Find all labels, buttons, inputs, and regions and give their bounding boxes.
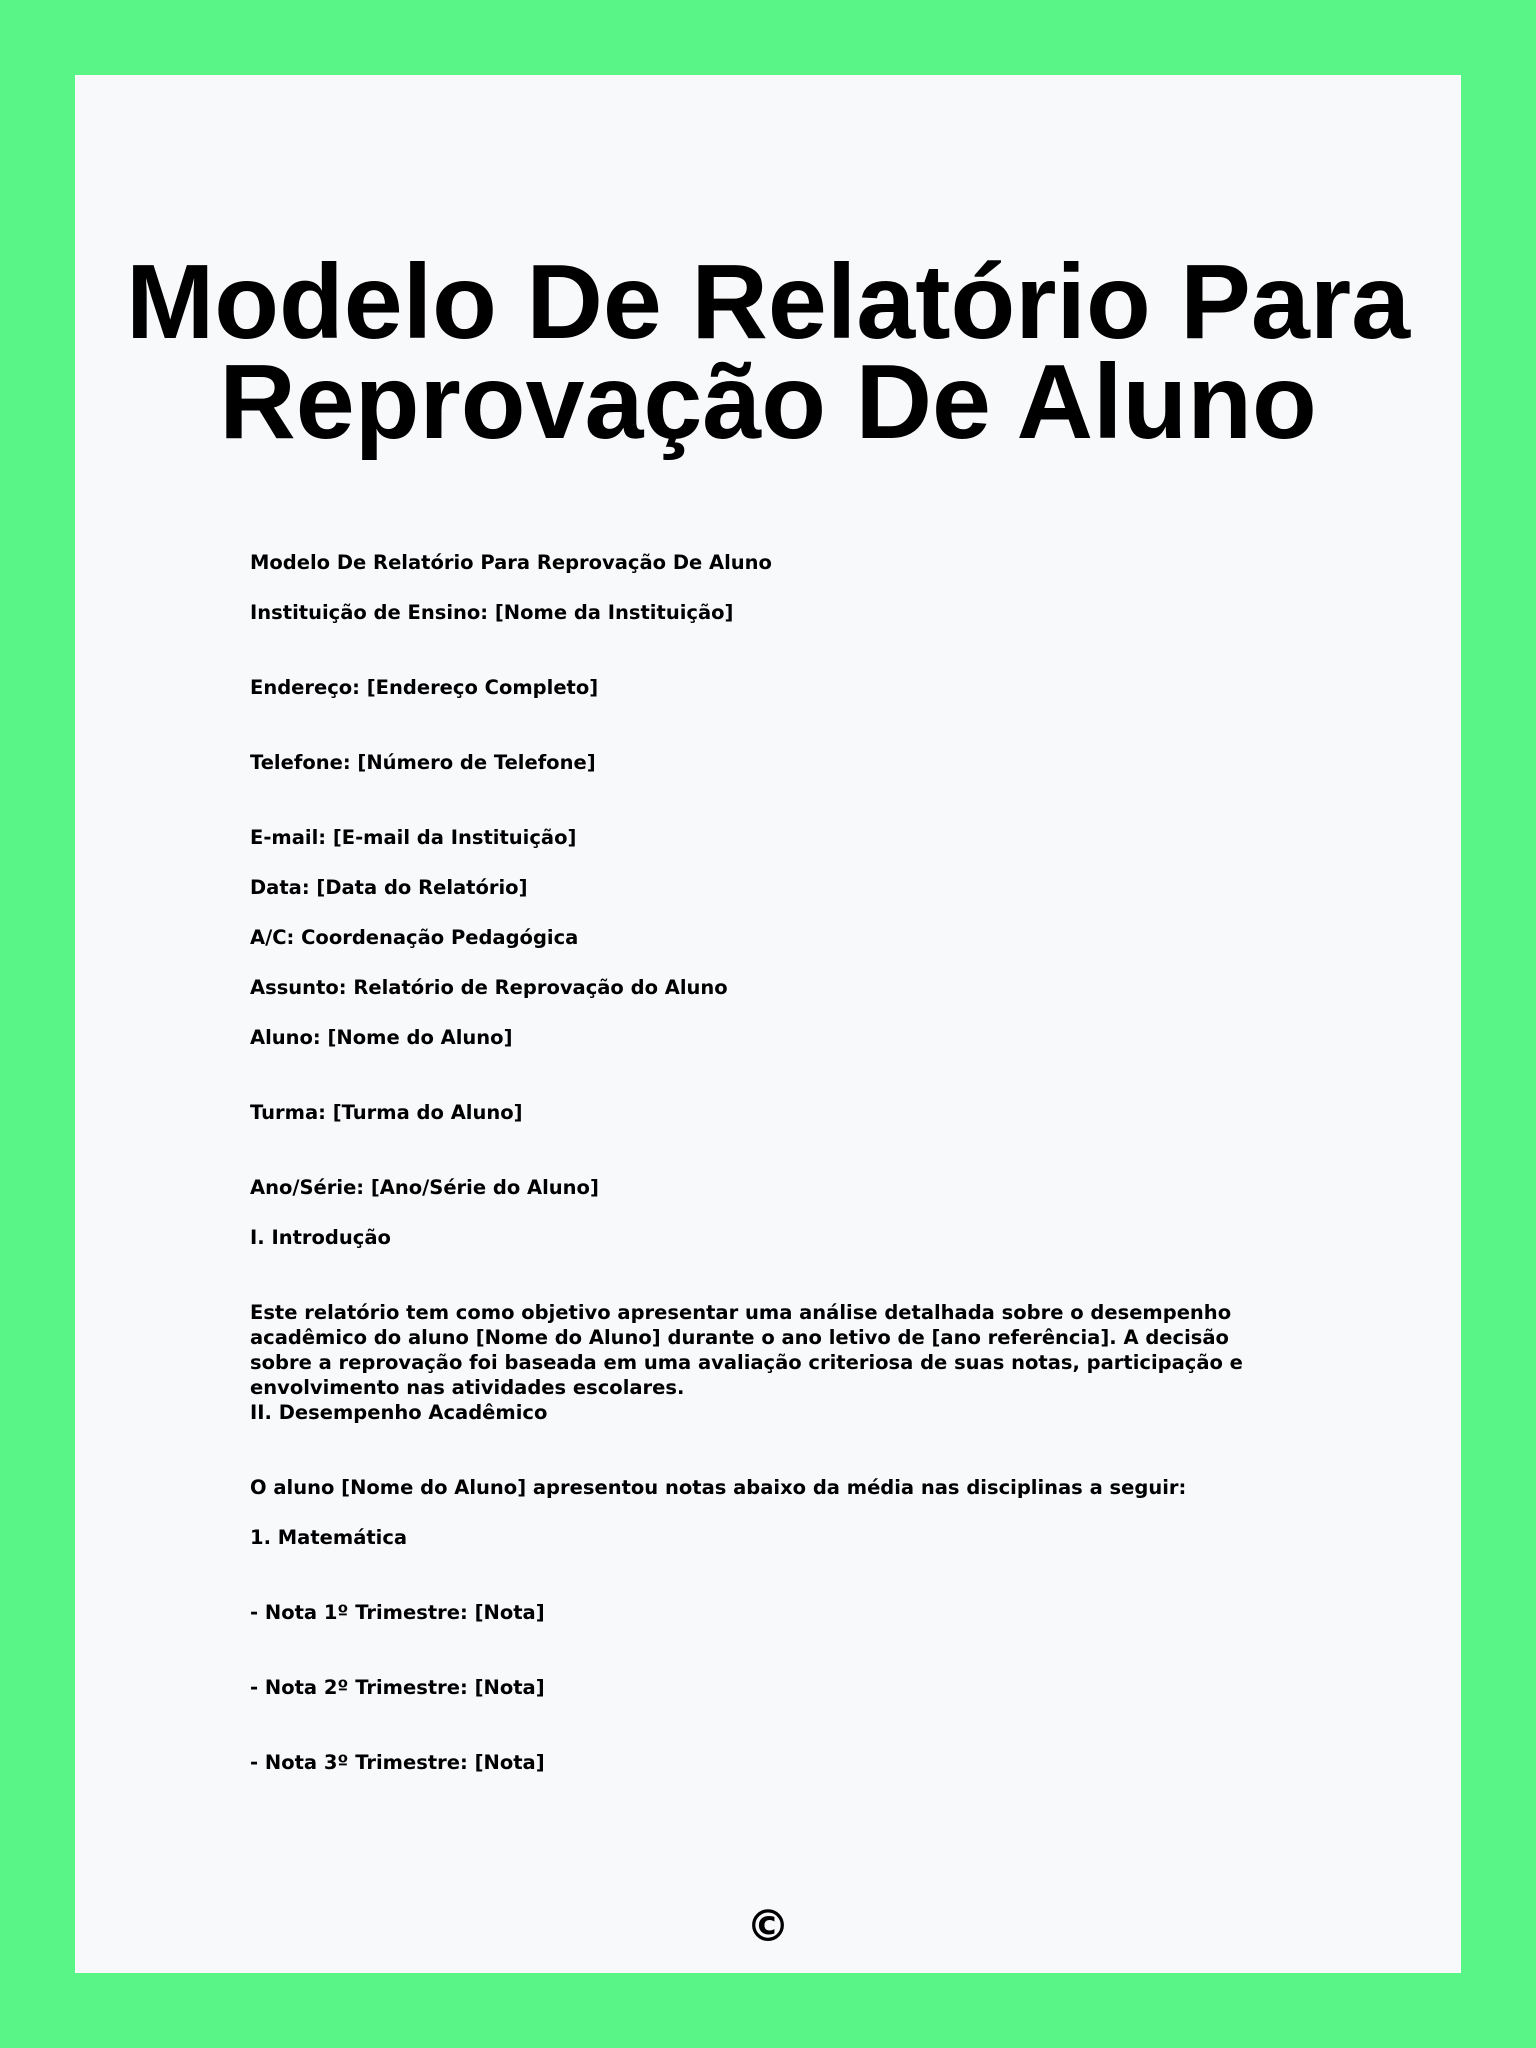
title-line-2: Reprovação De Aluno: [219, 343, 1317, 461]
email-line: E-mail: [E-mail da Instituição]: [250, 826, 577, 849]
address-line: Endereço: [Endereço Completo]: [250, 676, 599, 699]
grade-item-2: - Nota 2º Trimestre: [Nota]: [250, 1676, 545, 1699]
copyright-icon: ©: [746, 1901, 790, 1952]
title-line-1: Modelo De Relatório Para: [125, 243, 1411, 361]
grade-item-1: - Nota 1º Trimestre: [Nota]: [250, 1601, 545, 1624]
institution-line: Instituição de Ensino: [Nome da Instituição]: [250, 601, 734, 624]
section-performance-title: II. Desempenho Acadêmico: [250, 1401, 548, 1424]
attention-line: A/C: Coordenação Pedagógica: [250, 926, 579, 949]
section-performance-text: O aluno [Nome do Aluno] apresentou notas abaixo da média nas disciplinas a seguir:: [250, 1476, 1187, 1499]
date-line: Data: [Data do Relatório]: [250, 876, 528, 899]
student-line: Aluno: [Nome do Aluno]: [250, 1026, 513, 1049]
class-line: Turma: [Turma do Aluno]: [250, 1101, 523, 1124]
section-introduction-title: I. Introdução: [250, 1226, 391, 1249]
grade-year-line: Ano/Série: [Ano/Série do Aluno]: [250, 1176, 599, 1199]
grade-item-3: - Nota 3º Trimestre: [Nota]: [250, 1751, 545, 1774]
phone-line: Telefone: [Número de Telefone]: [250, 751, 596, 774]
section-introduction-text: Este relatório tem como objetivo apresentar uma análise detalhada sobre o desempenho acadêmico do aluno [Nome do Aluno] durante o ano letivo de [ano referência]. A decisão sobre a reprovação foi baseada em uma avaliação criteriosa de suas notas, participação e envolvimento nas atividades escolares.: [250, 1301, 1243, 1399]
subject-item: 1. Matemática: [250, 1526, 408, 1549]
subject-line: Assunto: Relatório de Reprovação do Aluno: [250, 976, 728, 999]
document-heading: Modelo De Relatório Para Reprovação De Aluno: [250, 551, 772, 574]
document-title: [0, 243, 1536, 461]
